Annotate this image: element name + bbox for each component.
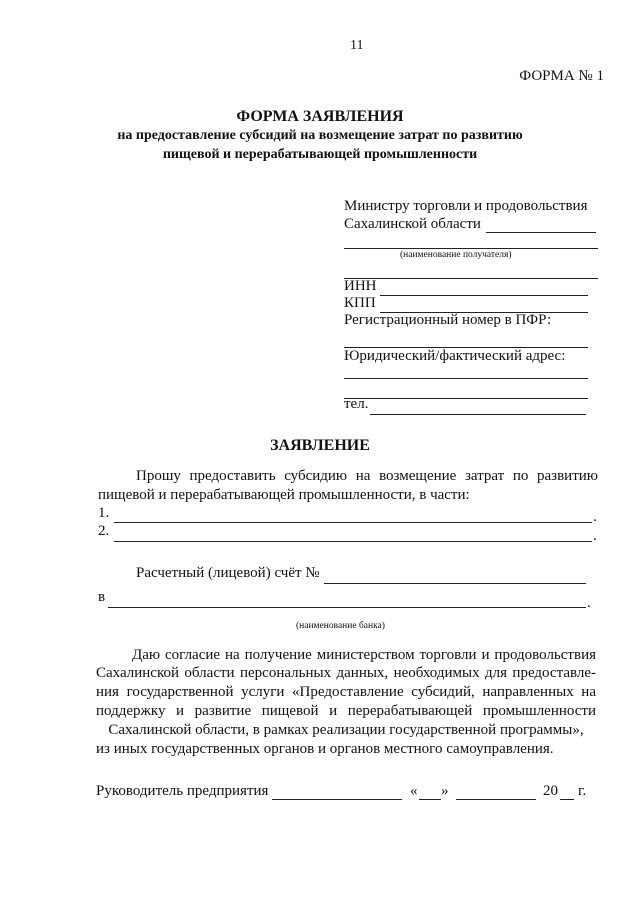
form-subtitle-1: на предоставление субсидий на возмещение затрат по развитию xyxy=(117,128,523,143)
consent-line-4: поддержку и развитие пищевой и перерабатывающей промышленности xyxy=(96,703,596,719)
signature-label: Руководитель предприятия xyxy=(96,783,269,799)
item-2-dot: . xyxy=(593,528,597,544)
recipient-name-field-3[interactable] xyxy=(344,278,598,279)
address-label: Юридический/фактический адрес: xyxy=(344,348,566,364)
statement-heading: ЗАЯВЛЕНИЕ xyxy=(270,437,370,454)
item-1-dot: . xyxy=(593,509,597,525)
recipient-name-field-2[interactable] xyxy=(344,248,598,249)
tel-label: тел. xyxy=(344,396,369,412)
statement-line-1: Прошу предоставить субсидию на возмещение затрат по развитию xyxy=(136,468,598,484)
consent-line-3: ния государственной услуги «Предоставление субсидий, направленных на xyxy=(96,684,596,700)
address-field-2[interactable] xyxy=(344,398,588,399)
account-label: Расчетный (лицевой) счёт № xyxy=(136,565,320,581)
kpp-label: КПП xyxy=(344,295,376,311)
signature-field[interactable] xyxy=(272,799,402,800)
bank-caption: (наименование банка) xyxy=(296,621,385,631)
consent-line-1: Даю согласие на получение министерством торговли и продовольствия xyxy=(132,647,596,663)
month-field[interactable] xyxy=(456,799,536,800)
tel-field[interactable] xyxy=(370,414,586,415)
item-2-field[interactable] xyxy=(114,541,592,542)
year-suffix: г. xyxy=(578,783,587,799)
item-1-number: 1. xyxy=(98,505,110,521)
recipient-line-2: Сахалинской области xyxy=(344,216,481,232)
inn-label: ИНН xyxy=(344,278,377,294)
item-2-number: 2. xyxy=(98,523,110,539)
form-number: ФОРМА № 1 xyxy=(519,68,604,84)
account-field[interactable] xyxy=(324,583,586,584)
consent-line-5: Сахалинской области, в рамках реализации государственной программы», xyxy=(108,722,584,738)
year-field[interactable] xyxy=(560,799,574,800)
recipient-line-1: Министру торговли и продовольствия xyxy=(344,198,588,214)
pfr-label: Регистрационный номер в ПФР: xyxy=(344,312,552,328)
date-close-quote: » xyxy=(441,783,449,799)
year-prefix: 20 xyxy=(543,783,558,799)
item-1-field[interactable] xyxy=(114,522,592,523)
inn-field[interactable] xyxy=(380,295,588,296)
recipient-caption: (наименование получателя) xyxy=(400,250,512,260)
recipient-name-field[interactable] xyxy=(486,232,596,233)
form-title: ФОРМА ЗАЯВЛЕНИЯ xyxy=(236,108,404,125)
day-field[interactable] xyxy=(419,799,441,800)
statement-line-2: пищевой и перерабатывающей промышленности, в части: xyxy=(98,487,470,503)
address-field-1[interactable] xyxy=(344,378,588,379)
form-subtitle-2: пищевой и перерабатывающей промышленности xyxy=(162,147,478,162)
bank-field[interactable] xyxy=(108,607,586,608)
page-number: 11 xyxy=(350,38,364,53)
bank-dot: . xyxy=(587,595,591,611)
consent-line-2: Сахалинской области персональных данных, необходимых для предоставле- xyxy=(96,665,596,681)
consent-line-6: из иных государственных органов и органов местного самоуправления. xyxy=(96,741,554,757)
date-open-quote: « xyxy=(410,783,418,799)
bank-prefix: в xyxy=(98,589,106,605)
